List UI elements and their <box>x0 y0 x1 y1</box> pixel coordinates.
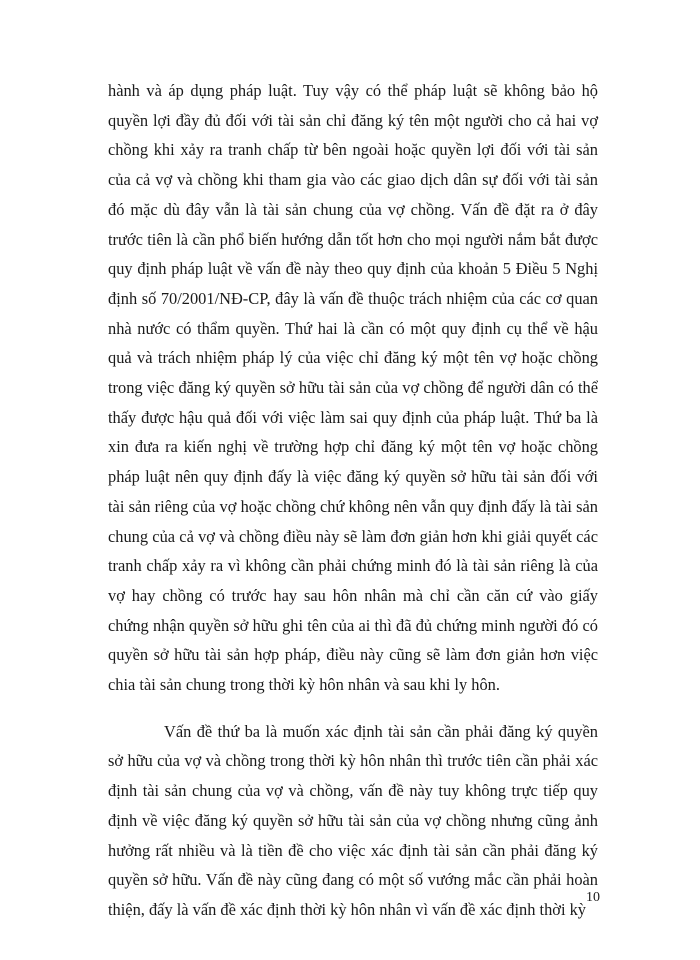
document-body <box>108 76 598 925</box>
page-number: 10 <box>586 890 600 905</box>
paragraph-1: hành và áp dụng pháp luật. Tuy vậy có thể pháp luật sẽ không bảo hộ quyền lợi đầy đủ đối với tài sản chỉ đăng ký tên một người cho cả hai vợ chồng khi xảy ra tranh chấp từ bên ngoài hoặc quyền lợi đối với tài sản của cả vợ và chồng khi tham gia vào các giao dịch dân sự đối với tài sản đó mặc dù đây vẫn là tài sản chung của vợ chồng. Vấn đề đặt ra ở đây trước tiên là cần phổ biến hướng dẫn tốt hơn cho mọi người nắm bắt được quy định pháp luật về vấn đề này theo quy định của khoản 5 Điều 5 Nghị định số 70/2001/NĐ-CP, đây là vấn đề thuộc trách nhiệm của các cơ quan nhà nước có thẩm quyền. Thứ hai là cần có một quy định cụ thể về hậu quả và trách nhiệm pháp lý của việc chỉ đăng ký một tên vợ hoặc chồng trong việc đăng ký quyền sở hữu tài sản của vợ chồng để người dân có thể thấy được hậu quả đối với việc làm sai quy định của pháp luật. Thứ ba là xin đưa ra kiến nghị về trường hợp chỉ đăng ký một tên vợ hoặc chồng pháp luật nên quy định đấy là việc đăng ký quyền sở hữu tài sản đối với tài sản riêng của vợ hoặc chồng chứ không nên vẫn quy định đấy là tài sản chung của cả vợ và chồng điều này sẽ làm đơn giản hơn khi giải quyết các tranh chấp xảy ra vì không cần phải chứng minh đó là tài sản riêng là của vợ hay chồng có trước hay sau hôn nhân mà chỉ cần căn cứ vào giấy chứng nhận quyền sở hữu ghi tên của ai thì đã đủ chứng minh người đó có quyền sở hữu tài sản hợp pháp, điều này cũng sẽ làm đơn giản hơn việc chia tài sản chung trong thời kỳ hôn nhân và sau khi ly hôn. <box>108 81 598 695</box>
paragraph-2: Vấn đề thứ ba là muốn xác định tài sản cần phải đăng ký quyền sở hữu của vợ và chồng trong thời kỳ hôn nhân thì trước tiên cần phải xác định tài sản chung của vợ và chồng, vấn đề này tuy không trực tiếp quy định về việc đăng ký quyền sở hữu tài sản của vợ chồng nhưng cũng ảnh hưởng rất nhiều và là tiền đề cho việc xác định tài sản cần phải đăng ký quyền sở hữu. Vấn đề này cũng đang có một số vướng mắc cần phải hoàn thiện, đấy là vấn đề xác định thời kỳ hôn nhân vì vấn đề xác định thời kỳ <box>108 721 598 919</box>
